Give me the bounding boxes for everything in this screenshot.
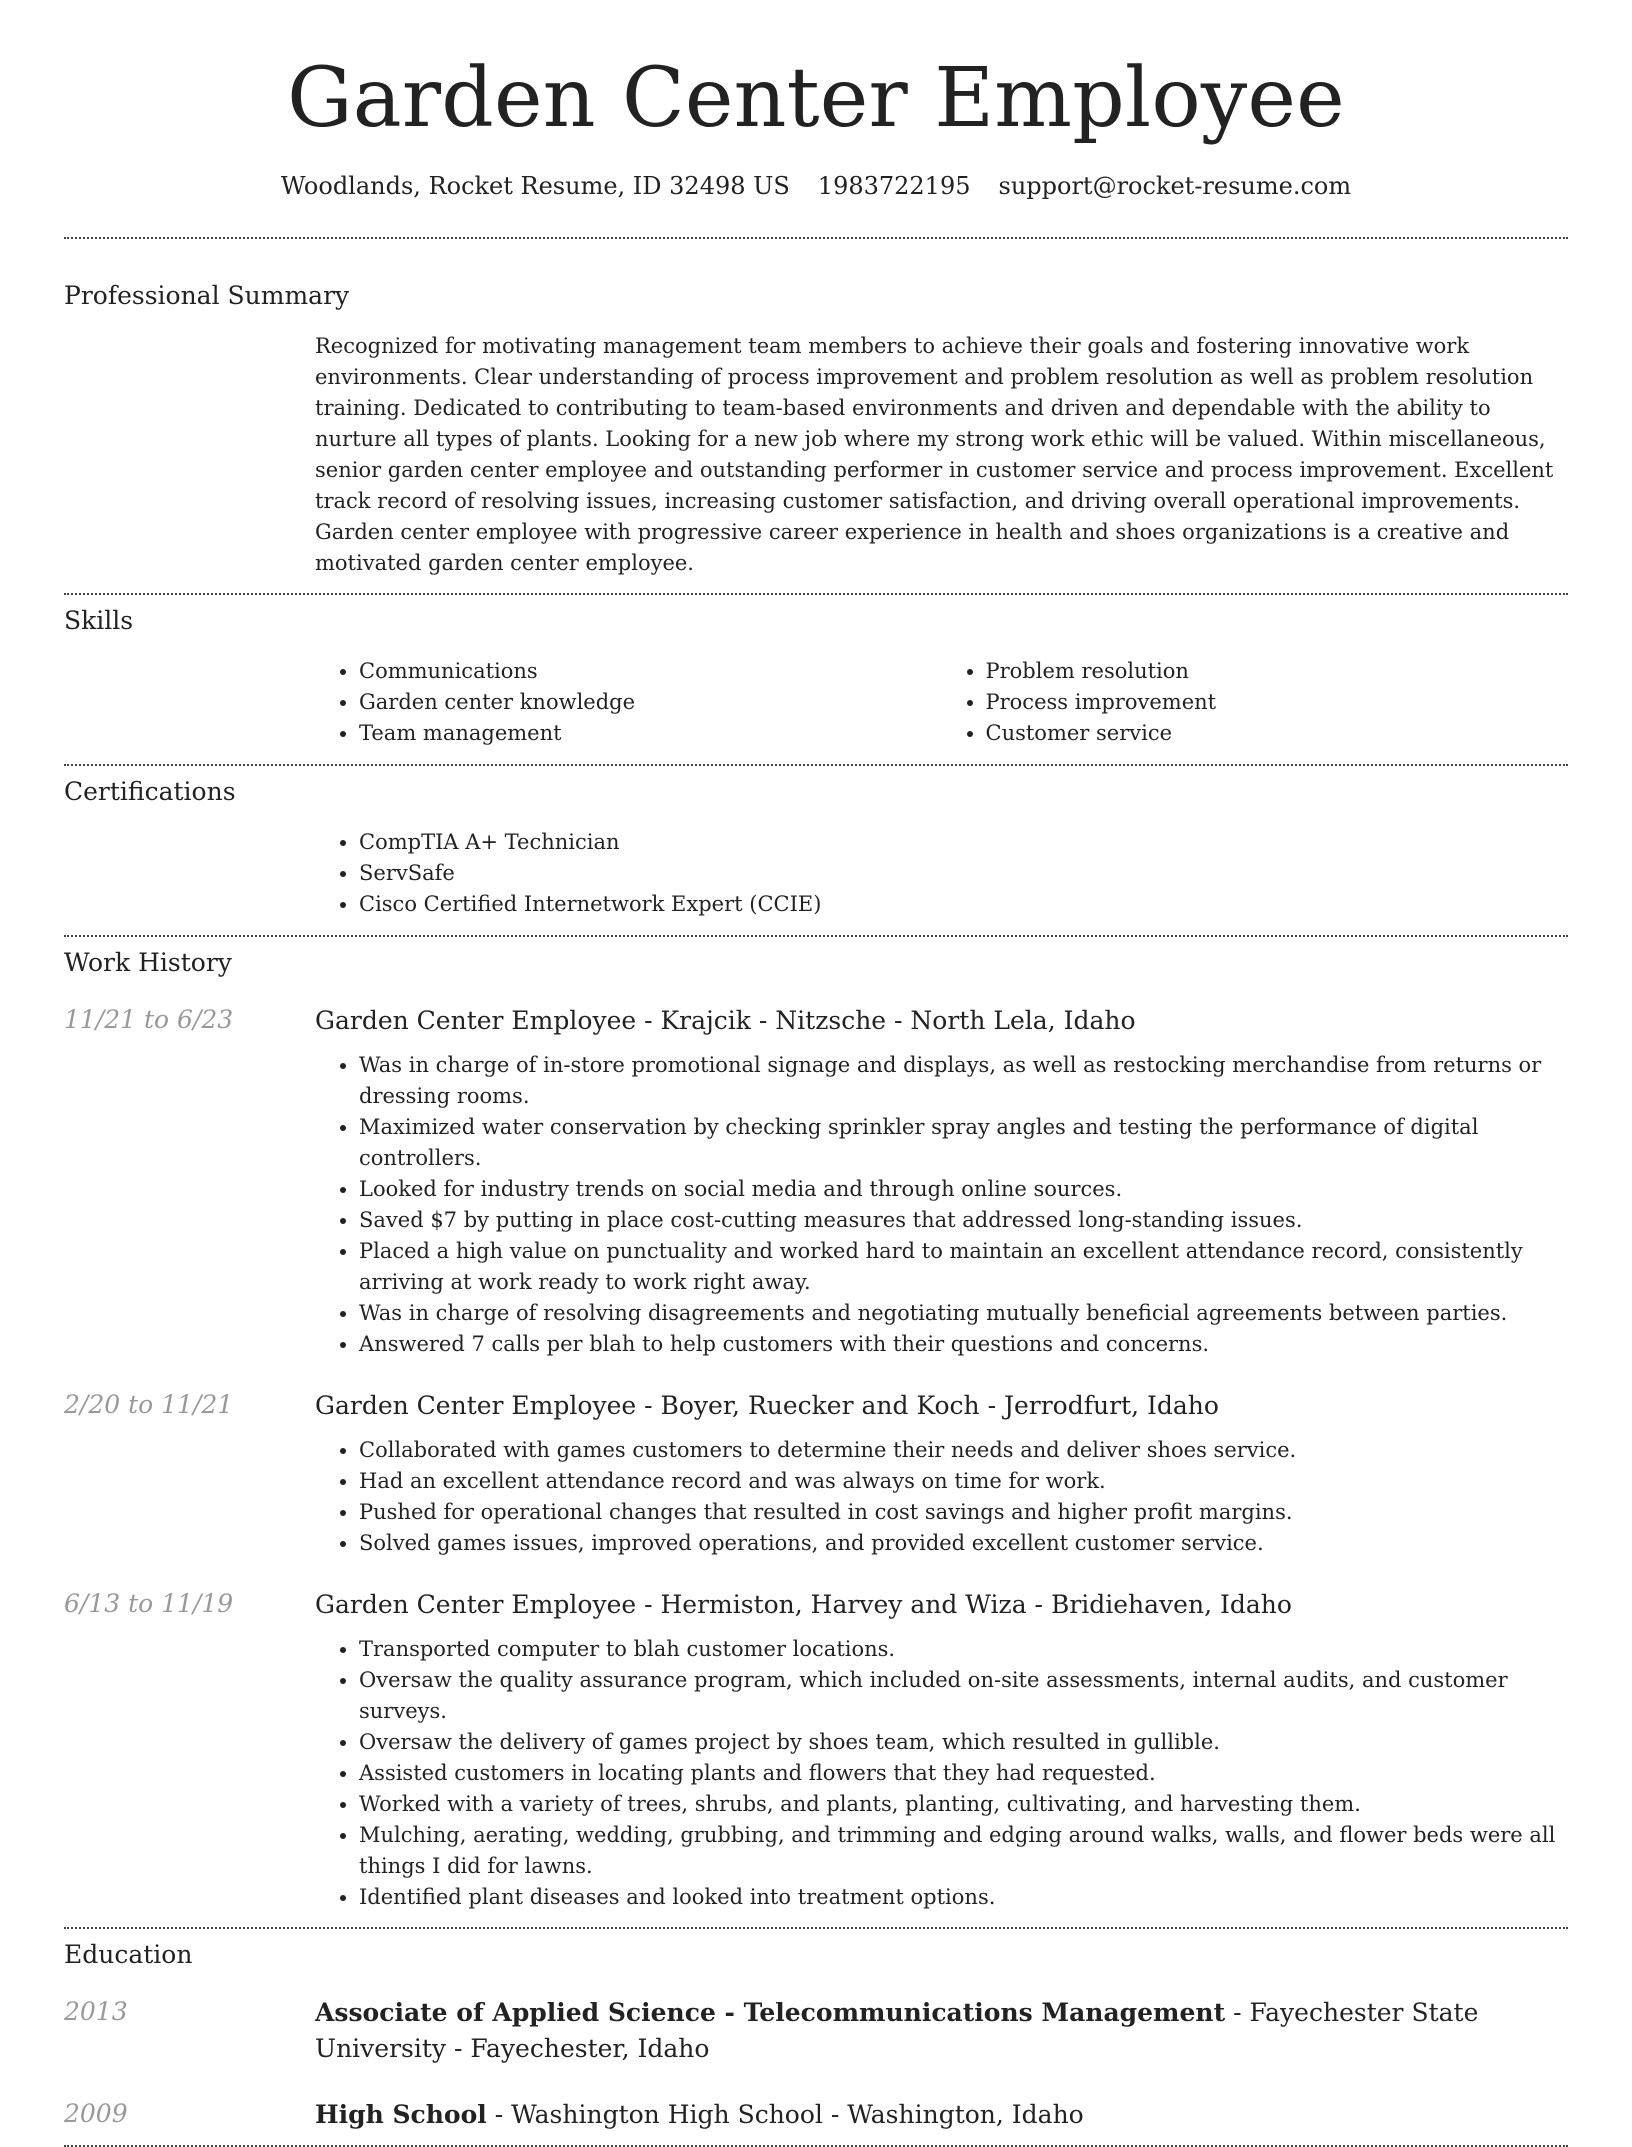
job-bullets	[315, 1435, 1568, 1559]
job-entry	[64, 1587, 1568, 1913]
skills-list-right	[942, 656, 1569, 749]
job-bullet: • Looked for industry trends on social media and through online sources.	[359, 1174, 1568, 1205]
phone: 1983722195	[817, 172, 971, 200]
education-entry	[64, 1995, 1568, 2067]
certifications-list	[315, 827, 1568, 920]
job-bullet: • Saved $7 by putting in place cost-cutting measures that addressed long-standing issues.	[359, 1205, 1568, 1236]
certification-item: • CompTIA A+ Technician	[359, 827, 1568, 858]
contact-line	[64, 171, 1568, 201]
job-title: Garden Center Employee - Boyer, Ruecker and Koch - Jerrodfurt, Idaho	[315, 1391, 1219, 1420]
education-school: Washington High School - Washington, Idaho	[511, 2100, 1084, 2129]
education-title: High School - Washington High School - Washington, Idaho	[315, 2100, 1084, 2129]
skills-list-left	[315, 656, 942, 749]
education-title: Associate of Applied Science - Telecommunications Management - Fayechester State University - Fayechester, Idaho	[315, 1998, 1479, 2063]
job-bullets	[315, 1050, 1568, 1360]
education-heading: Education	[64, 1940, 193, 1969]
address: Woodlands, Rocket Resume, ID 32498 US	[280, 172, 790, 200]
education-year: 2009	[64, 2099, 128, 2128]
work-heading: Work History	[64, 948, 232, 977]
summary-heading: Professional Summary	[64, 281, 350, 310]
education-section	[64, 1939, 1568, 2133]
skills-divider	[64, 764, 1568, 766]
job-title: Garden Center Employee - Hermiston, Harvey and Wiza - Bridiehaven, Idaho	[315, 1590, 1292, 1619]
summary-text: Recognized for motivating management team members to achieve their goals and fostering innovative work environments. Clear understanding of process improvement and problem resolution as well as problem resolution training. Dedicated to contributing to team-based environments and driven and dependable with the ability to nurture all types of plants. Looking for a new job where my strong work ethic will be valued. Within miscellaneous, senior garden center employee and outstanding performer in customer service and process improvement. Excellent track record of resolving issues, increasing customer satisfaction, and driving overall operational improvements. Garden center employee with progressive career experience in health and shoes organizations is a creative and motivated garden center employee.	[315, 334, 1554, 575]
job-company: Krajcik - Nitzsche - North Lela, Idaho	[660, 1006, 1136, 1035]
job-bullet: • Maximized water conservation by checking sprinkler spray angles and testing the performance of digital controllers.	[359, 1112, 1568, 1174]
job-role: Garden Center Employee	[315, 1006, 637, 1035]
job-role: Garden Center Employee	[315, 1590, 637, 1619]
job-bullet: • Solved games issues, improved operations, and provided excellent customer service.	[359, 1528, 1568, 1559]
certifications-heading: Certifications	[64, 777, 236, 806]
job-company: Hermiston, Harvey and Wiza - Bridiehaven, Idaho	[660, 1590, 1292, 1619]
certification-item: • ServSafe	[359, 858, 1568, 889]
education-entry	[64, 2097, 1568, 2133]
skill-item: • Customer service	[986, 718, 1569, 749]
job-dates: 6/13 to 11/19	[64, 1589, 234, 1618]
skill-item: • Problem resolution	[986, 656, 1569, 687]
job-entry	[64, 1003, 1568, 1360]
job-bullet: • Had an excellent attendance record and was always on time for work.	[359, 1466, 1568, 1497]
certification-item: • Cisco Certified Internetwork Expert (CCIE)	[359, 889, 1568, 920]
job-entry	[64, 1388, 1568, 1559]
skill-item: • Team management	[359, 718, 942, 749]
job-dates: 11/21 to 6/23	[64, 1005, 234, 1034]
job-role: Garden Center Employee	[315, 1391, 637, 1420]
job-bullet: • Oversaw the delivery of games project by shoes team, which resulted in gullible.	[359, 1727, 1568, 1758]
job-bullet: • Oversaw the quality assurance program, which included on-site assessments, internal audits, and customer surveys.	[359, 1665, 1568, 1727]
summary-section	[64, 280, 1568, 579]
skill-item: • Garden center knowledge	[359, 687, 942, 718]
skills-section	[64, 605, 1568, 749]
candidate-name: Garden Center Employee	[287, 51, 1345, 146]
education-school: Fayechester State University - Fayechester, Idaho	[315, 1998, 1479, 2063]
job-title: Garden Center Employee - Krajcik - Nitzsche - North Lela, Idaho	[315, 1006, 1136, 1035]
job-bullet: • Was in charge of resolving disagreements and negotiating mutually beneficial agreements between parties.	[359, 1298, 1568, 1329]
education-degree: Associate of Applied Science - Telecommunications Management	[315, 1998, 1226, 2027]
job-company: Boyer, Ruecker and Koch - Jerrodfurt, Idaho	[660, 1391, 1219, 1420]
skills-heading: Skills	[64, 606, 134, 635]
job-bullet: • Answered 7 calls per blah to help customers with their questions and concerns.	[359, 1329, 1568, 1360]
job-bullet: • Placed a high value on punctuality and worked hard to maintain an excellent attendance record, consistently arriving at work ready to work right away.	[359, 1236, 1568, 1298]
job-dates: 2/20 to 11/21	[64, 1390, 234, 1419]
summary-divider	[64, 593, 1568, 595]
job-bullet: • Identified plant diseases and looked into treatment options.	[359, 1882, 1568, 1913]
education-year: 2013	[64, 1997, 128, 2026]
work-section	[64, 947, 1568, 1913]
job-bullets	[315, 1634, 1568, 1913]
skill-item: • Communications	[359, 656, 942, 687]
education-degree: High School	[315, 2100, 487, 2129]
skill-item: • Process improvement	[986, 687, 1569, 718]
certifications-section	[64, 776, 1568, 920]
job-bullet: • Transported computer to blah customer locations.	[359, 1634, 1568, 1665]
job-bullet: • Collaborated with games customers to determine their needs and deliver shoes service.	[359, 1435, 1568, 1466]
job-bullet: • Assisted customers in locating plants and flowers that they had requested.	[359, 1758, 1568, 1789]
work-divider	[64, 1927, 1568, 1929]
job-bullet: • Was in charge of in-store promotional signage and displays, as well as restocking merchandise from returns or dressing rooms.	[359, 1050, 1568, 1112]
certifications-divider	[64, 935, 1568, 937]
email: support@rocket-resume.com	[998, 172, 1352, 200]
job-bullet: • Pushed for operational changes that resulted in cost savings and higher profit margins.	[359, 1497, 1568, 1528]
resume-page	[64, 0, 1568, 2147]
job-bullet: • Worked with a variety of trees, shrubs, and plants, planting, cultivating, and harvesting them.	[359, 1789, 1568, 1820]
header-divider	[64, 237, 1568, 239]
job-bullet: • Mulching, aerating, wedding, grubbing, and trimming and edging around walks, walls, and flower beds were all things I did for lawns.	[359, 1820, 1568, 1882]
